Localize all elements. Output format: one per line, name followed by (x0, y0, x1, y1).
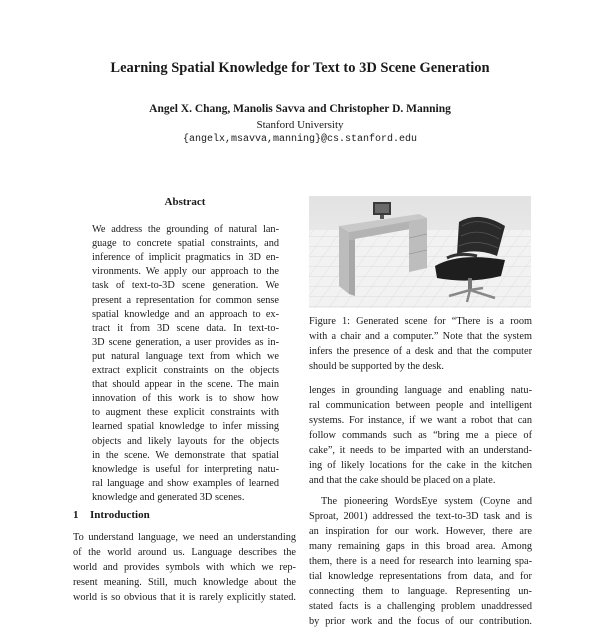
caption-line: should be supported by the desk. (309, 361, 444, 372)
body-line: stated facts is a challenging problem unaddressed (309, 601, 532, 612)
figure-scene-image (309, 196, 531, 308)
body-line: lenges in grounding language and enabling natu- (309, 385, 532, 396)
abstract-heading: Abstract (164, 196, 206, 208)
abstract-line: vironments. We apply our approach to the (92, 266, 279, 278)
body-line: and that the cake should be placed on a plate. (309, 475, 496, 486)
caption-line: Figure 1: Generated scene for “There is a room (309, 316, 532, 327)
abstract-line: knowledge is useful for interpreting natu- (92, 463, 279, 475)
author-list: Angel X. Chang, Manolis Savva and Christopher D. Manning (149, 103, 451, 115)
caption-line: with a chair and a computer.” Note that the system (309, 331, 532, 342)
abstract-line: We address the grounding of natural lan- (92, 224, 279, 235)
abstract-line: learned spatial knowledge to infer missing (92, 421, 279, 433)
abstract-line: tract it from 3D scene data. In text-to- (92, 322, 279, 334)
abstract-line: 3D scene generation, a user provides as in- (92, 336, 279, 348)
abstract-line: spatial knowledge and an approach to ex- (92, 308, 279, 320)
intro-line: of the world around us. Language describes the (73, 547, 296, 558)
intro-line: world is so obvious that it is rarely explicitly stated. (73, 592, 296, 603)
intro-line: world and provides symbols with which we rep- (73, 562, 296, 573)
abstract-line: objects and likely layouts for the objects (92, 435, 279, 447)
body-line: The pioneering WordsEye system (Coyne and (321, 496, 532, 507)
intro-line: To understand language, we need an understanding (73, 532, 296, 543)
abstract-line: task of text-to-3D scene generation. We (92, 280, 279, 292)
scene-render (309, 196, 531, 308)
email-address: {angelx,msavva,manning}@cs.stanford.edu (182, 134, 418, 145)
body-line: connecting them to language. Representing un- (309, 586, 532, 597)
abstract-line: put natural language text from which we (92, 350, 279, 362)
body-line: ing of likely locations for the cake in the kitchen (309, 460, 532, 471)
paper-title: Learning Spatial Knowledge for Text to 3D Scene Generation (110, 60, 490, 76)
abstract-line: innovation of this work is to show how (92, 393, 279, 405)
abstract-line: to augment these explicit constraints with (92, 407, 279, 419)
body-line: an inspiration for our work. However, there are (309, 526, 532, 537)
abstract-line: ral language and show examples of learned (92, 477, 279, 489)
section-heading (73, 509, 150, 521)
caption-line: infers the presence of a desk and that the computer (309, 346, 532, 357)
abstract-line: extract explicit constraints on the objects (92, 365, 279, 376)
body-line: by prior work and the focus of our contribution. (309, 616, 532, 627)
body-line: them, there is a need for research into learning spa- (309, 556, 532, 567)
body-line: cake”, it needs to be imparted with an understand- (309, 445, 532, 456)
abstract-line: knowledge and generated 3D scenes. (92, 491, 245, 503)
abstract-line: present a representation for common sense (92, 294, 279, 306)
body-line: tial knowledge representations from data, and for (309, 571, 532, 582)
section-number: 1 (73, 509, 79, 521)
abstract-line: inference of implicit pragmatics in 3D en- (92, 252, 279, 264)
affiliation: Stanford University (256, 119, 344, 131)
abstract-line: that should appear in the scene. The main (92, 379, 279, 391)
body-line: many remaining gaps in this broad area. Among (309, 541, 532, 552)
body-line: ral communication between people and intelligent (309, 400, 532, 411)
intro-line: resent meaning. Still, much knowledge about the (73, 577, 296, 588)
abstract-line: guage to concrete spatial constraints, and (92, 238, 279, 250)
section-title: Introduction (90, 509, 150, 521)
body-line: follow commands such as “bring me a piece of (309, 430, 532, 441)
body-line: systems. For instance, if we want a robot that can (309, 415, 532, 426)
body-line: Sproat, 2001) addressed the text-to-3D task and is (309, 511, 532, 522)
abstract-line: in the scene. We demonstrate that spatial (92, 449, 279, 461)
